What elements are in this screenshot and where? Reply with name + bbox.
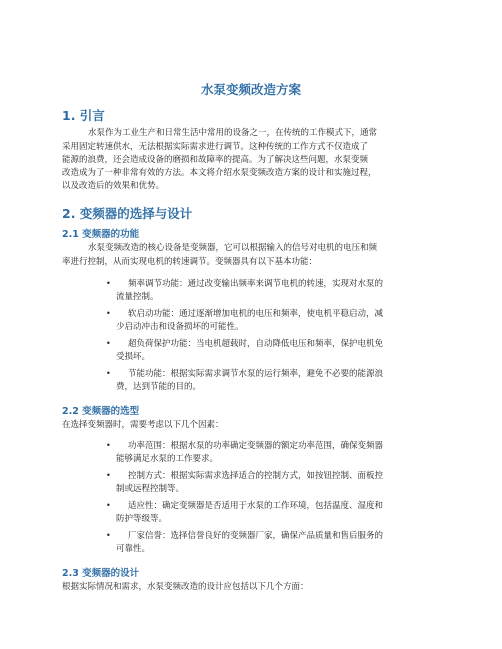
paragraph-line: 能源的浪费，还会造成设备的磨损和故障率的提高。为了解决这些问题，水泵变频 [62, 155, 369, 165]
paragraph-line: 在选择变频器时，需要考虑以下几个因素： [62, 420, 224, 430]
bullet-text: 软启动功能：通过逐渐增加电机的电压和频率，使电机平稳启动，减 [128, 309, 384, 319]
bullet-text: 费，达到节能的目的。 [116, 382, 202, 392]
paragraph-line: 以及改造后的效果和优势。 [62, 181, 165, 191]
bullet-text: 流量控制。 [116, 292, 159, 302]
paragraph-line: 率进行控制，从而实现电机的转速调节。变频器具有以下基本功能： [62, 257, 318, 267]
subsection-heading-selection: 2.2 变频器的选型 [62, 406, 140, 417]
bullet-text: 少启动冲击和设备损坏的可能性。 [116, 322, 244, 332]
bullet-text: 制或远程控制等。 [116, 484, 185, 494]
subsection-heading-function: 2.1 变频器的功能 [62, 229, 140, 240]
bullet-marker: • [106, 501, 111, 510]
section-heading-selection-design: 2. 变频器的选择与设计 [62, 206, 193, 221]
bullet-text: 防护等级等。 [116, 514, 168, 524]
paragraph-line: 水泵作为工业生产和日常生活中常用的设备之一，在传统的工作模式下，通常 [88, 128, 378, 138]
document-title: 水泵变频改造方案 [200, 82, 301, 97]
bullet-marker: • [106, 339, 111, 348]
bullet-text: 控制方式：根据实际需求选择适合的控制方式，如按钮控制、面板控 [128, 471, 384, 481]
bullet-text: 功率范围：根据水泵的功率确定变频器的额定功率范围，确保变频器 [128, 441, 384, 451]
paragraph-line: 采用固定转速供水，无法根据实际需求进行调节。这种传统的工作方式不仅造成了 [62, 142, 369, 152]
bullet-text: 可靠性。 [116, 544, 151, 554]
bullet-text: 频率调节功能：通过改变输出频率来调节电机的转速，实现对水泵的 [128, 279, 384, 289]
paragraph-line: 根据实际情况和需求，水泵变频改造的设计应包括以下几个方面： [62, 582, 309, 592]
section-heading-intro: 1. 引言 [62, 108, 105, 123]
paragraph-line: 水泵变频改造的核心设备是变频器，它可以根据输入的信号对电机的电压和频 [88, 243, 378, 253]
bullet-text: 厂家信誉：选择信誉良好的变频器厂家，确保产品质量和售后服务的 [128, 531, 384, 541]
bullet-text: 适应性：确定变频器是否适用于水泵的工作环境，包括温度、湿度和 [128, 501, 384, 511]
bullet-marker: • [106, 279, 111, 288]
bullet-text: 能够满足水泵的工作要求。 [116, 454, 219, 464]
bullet-text: 超负荷保护功能：当电机超载时，自动降低电压和频率，保护电机免 [128, 339, 384, 349]
bullet-marker: • [106, 471, 111, 480]
bullet-marker: • [106, 441, 111, 450]
bullet-text: 受损坏。 [116, 352, 151, 362]
bullet-marker: • [106, 531, 111, 540]
subsection-heading-design: 2.3 变频器的设计 [62, 568, 140, 579]
bullet-marker: • [106, 309, 111, 318]
paragraph-line: 改造成为了一种非常有效的方法。本文将介绍水泵变频改造方案的设计和实施过程， [62, 168, 377, 178]
bullet-text: 节能功能：根据实际需求调节水泵的运行频率，避免不必要的能源浪 [128, 369, 384, 379]
bullet-marker: • [106, 369, 111, 378]
